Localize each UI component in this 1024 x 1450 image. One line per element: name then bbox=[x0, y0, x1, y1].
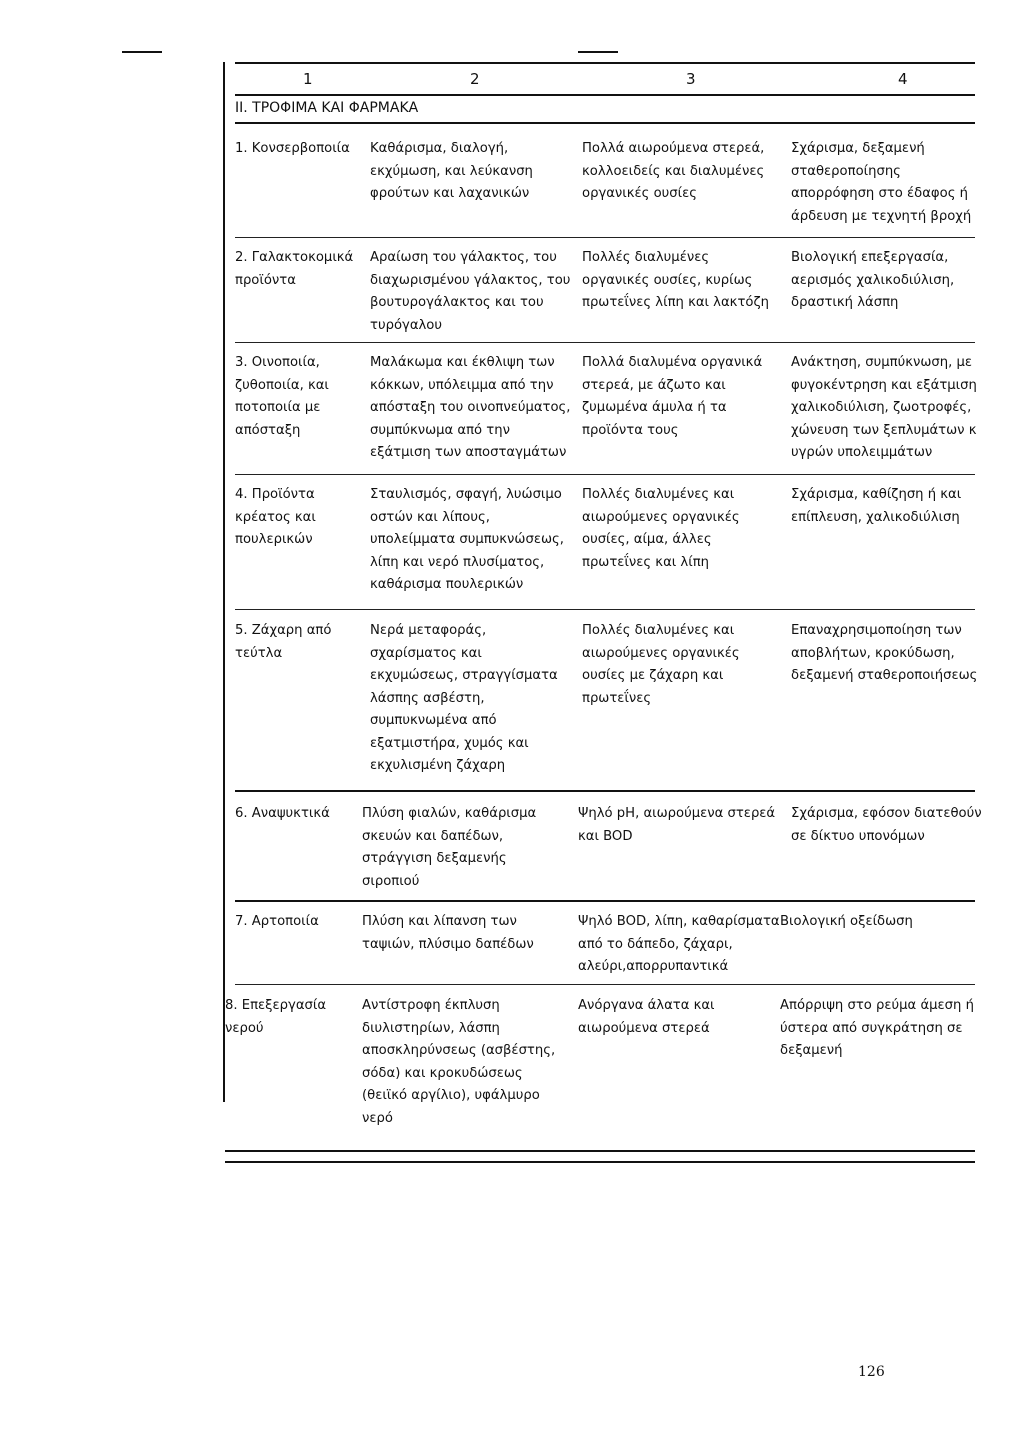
waste-cell: Πολλά διαλυμένα οργανικά στερεά, με άζωτο και ζυμωμένα άμυλα ή τα προϊόντα τους bbox=[582, 355, 763, 438]
industry-cell: 8. Επεξεργασία νερού bbox=[225, 998, 327, 1036]
column-number-3: 3 bbox=[686, 70, 696, 88]
row-separator bbox=[235, 790, 975, 792]
row-separator bbox=[235, 237, 975, 238]
column-number-4: 4 bbox=[898, 70, 908, 88]
section-title: II. ΤΡΟΦΙΜΑ ΚΑΙ ΦΑΡΜΑΚΑ bbox=[235, 100, 419, 116]
column-number-2: 2 bbox=[470, 70, 480, 88]
waste-cell: Ψηλό pH, αιωρούμενα στερεά και BOD bbox=[578, 806, 776, 844]
industry-cell: 6. Αναψυκτικά bbox=[235, 806, 330, 821]
operations-cell: Αραίωση του γάλακτος, του διαχωρισμένου γάλακτος, του βουτυρογάλακτος και του τυρόγαλου bbox=[370, 250, 571, 333]
row-separator bbox=[235, 342, 975, 343]
row-separator bbox=[235, 984, 975, 985]
industry-cell: 7. Αρτοποιία bbox=[235, 914, 319, 929]
treatment-cell: Σχάρισμα, εφόσον διατεθούν σε δίκτυο υπονόμων bbox=[791, 806, 982, 844]
waste-cell: Ψηλό BOD, λίπη, καθαρίσματα από το δάπεδο, ζάχαρι, αλεύρι,απορρυπαντικά bbox=[578, 914, 780, 974]
treatment-cell: Σχάρισμα, καθίζηση ή και επίπλευση, χαλικοδιύλιση bbox=[791, 487, 962, 525]
operations-cell: Σταυλισμός, σφαγή, λυώσιμο οστών και λίπους, υπολείμματα συμπυκνώσεως, λίπη και νερό πλυσίματος, καθάρισμα πουλερικών bbox=[370, 487, 564, 592]
section-rule bbox=[235, 122, 975, 124]
industry-cell: 1. Κονσερβοποιία bbox=[235, 141, 350, 156]
row-separator bbox=[235, 900, 975, 902]
operations-cell: Μαλάκωμα και έκθλιψη των κόκκων, υπόλειμμα από την απόσταξη του οινοπνεύματος, συμπύκνωμα από την εξάτμιση των αποσταγμάτων bbox=[370, 355, 571, 460]
industry-cell: 5. Ζάχαρη από τεύτλα bbox=[235, 623, 332, 661]
operations-cell: Αντίστροφη έκπλυση διυλιστηρίων, λάσπη αποσκληρύνσεως (ασβέστης, σόδα) και κροκυδώσεως (θειϊκό αργίλιο), υφάλμυρο νερό bbox=[362, 998, 556, 1126]
operations-cell: Πλύση και λίπανση των ταψιών, πλύσιμο δαπέδων bbox=[362, 914, 534, 952]
table-bottom-rule-double bbox=[225, 1161, 975, 1163]
table-left-border bbox=[223, 62, 225, 1102]
waste-cell: Πολλές διαλυμένες οργανικές ουσίες, κυρίως πρωτεΐνες λίπη και λακτόζη bbox=[582, 250, 769, 310]
operations-cell: Καθάρισμα, διαλογή, εκχύμωση, και λεύκανση φρούτων και λαχανικών bbox=[370, 141, 533, 201]
waste-cell: Ανόργανα άλατα και αιωρούμενα στερεά bbox=[578, 998, 715, 1036]
treatment-cell: Απόρριψη στο ρεύμα άμεση ή ύστερα από συγκράτηση σε δεξαμενή bbox=[780, 998, 974, 1058]
table-top-border bbox=[235, 62, 975, 64]
header-rule bbox=[235, 94, 975, 96]
industry-cell: 2. Γαλακτοκομικά προϊόντα bbox=[235, 250, 354, 288]
operations-cell: Νερά μεταφοράς, σχαρίσματος και εκχυμώσεως, στραγγίσματα λάσπης ασβέστη, συμπυκνωμένα από εξατμιστήρα, χυμός και εκχυλισμένη ζάχαρη bbox=[370, 623, 558, 773]
top-mark-left bbox=[122, 51, 162, 53]
row-separator bbox=[235, 474, 975, 475]
table-bottom-rule bbox=[225, 1150, 975, 1152]
treatment-cell: Βιολογική επεξεργασία, αερισμός χαλικοδιύλιση, δραστική λάσπη bbox=[791, 250, 955, 310]
treatment-cell: Σχάρισμα, δεξαμενή σταθεροποίησης απορρόφηση στο έδαφος ή άρδευση με τεχνητή βροχή bbox=[791, 141, 972, 224]
operations-cell: Πλύση φιαλών, καθάρισμα σκευών και δαπέδων, στράγγιση δεξαμενής σιροπιού bbox=[362, 806, 537, 889]
row-separator bbox=[235, 609, 975, 610]
column-number-1: 1 bbox=[303, 70, 313, 88]
page-number: 126 bbox=[858, 1364, 885, 1380]
industry-cell: 3. Οινοποιία, ζυθοποιία, και ποτοποιία με απόσταξη bbox=[235, 355, 329, 438]
waste-cell: Πολλές διαλυμένες και αιωρούμενες οργανικές ουσίες με ζάχαρη και πρωτεΐνες bbox=[582, 623, 740, 706]
top-mark-right bbox=[578, 51, 618, 53]
treatment-cell: Βιολογική οξείδωση bbox=[780, 914, 913, 929]
waste-cell: Πολλά αιωρούμενα στερεά, κολλοειδείς και διαλυμένες οργανικές ουσίες bbox=[582, 141, 765, 201]
treatment-cell: Επαναχρησιμοποίηση των αποβλήτων, κροκύδωση, δεξαμενή σταθεροποιήσεως bbox=[791, 623, 978, 683]
treatment-cell: Ανάκτηση, συμπύκνωση, με φυγοκέντρηση και εξάτμιση χαλικοδιύλιση, ζωοτροφές, χώνευση των ξεπλυμάτων κ υγρών υπολειμμάτων bbox=[791, 355, 977, 460]
industry-cell: 4. Προϊόντα κρέατος και πουλερικών bbox=[235, 487, 316, 547]
waste-cell: Πολλές διαλυμένες και αιωρούμενες οργανικές ουσίες, αίμα, άλλες πρωτεΐνες και λίπη bbox=[582, 487, 740, 570]
